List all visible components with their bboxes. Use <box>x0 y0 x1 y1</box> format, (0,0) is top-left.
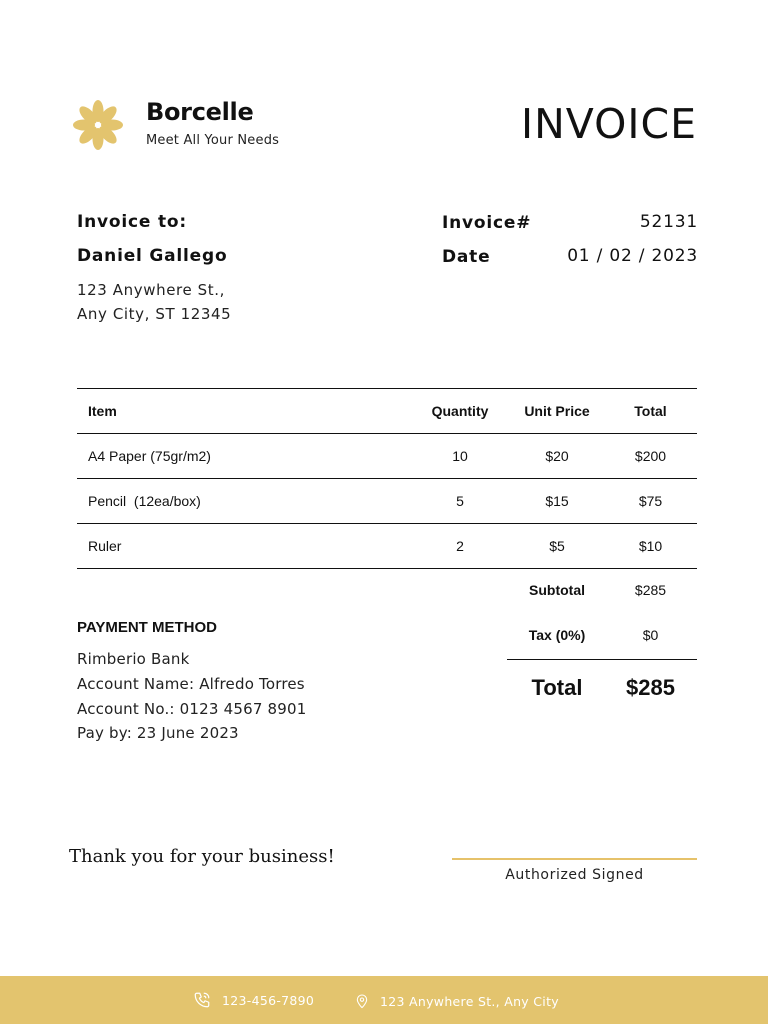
invoice-date: 01 / 02 / 2023 <box>567 246 698 266</box>
footer-bar <box>0 976 768 1024</box>
item-unit-price: $5 <box>510 524 604 569</box>
date-label: Date <box>442 247 491 267</box>
table-row <box>77 479 697 524</box>
table-header-row <box>77 389 697 434</box>
header-quantity: Quantity <box>410 389 510 434</box>
phone-icon <box>192 991 212 1009</box>
footer-phone <box>192 991 314 1009</box>
grand-total-label: Total <box>531 675 583 700</box>
payment-due-date: Pay by: 23 June 2023 <box>77 724 239 742</box>
invoice-to-label: Invoice to: <box>77 212 187 232</box>
tax-label: Tax (0%) <box>528 627 586 643</box>
header-unit-price: Unit Price <box>510 389 604 434</box>
item-name: Pencil (12ea/box) <box>77 479 410 524</box>
item-quantity: 2 <box>410 524 510 569</box>
item-name: Ruler <box>77 524 410 569</box>
subtotal-label: Subtotal <box>529 582 585 598</box>
payment-account-number: Account No.: 0123 4567 8901 <box>77 700 307 718</box>
brand-tagline: Meet All Your Needs <box>146 133 280 148</box>
invoice-number: 52131 <box>639 212 698 232</box>
signature-line <box>452 858 697 860</box>
footer-address <box>354 991 559 1011</box>
subtotal-value: $285 <box>634 582 667 598</box>
items-table <box>77 388 697 569</box>
table-row <box>77 434 697 479</box>
item-unit-price: $20 <box>510 434 604 479</box>
invoice-number-label: Invoice# <box>442 213 532 233</box>
flower-logo-icon <box>70 98 126 152</box>
item-total: $200 <box>604 434 697 479</box>
tax-value: $0 <box>642 627 659 643</box>
payment-account-name: Account Name: Alfredo Torres <box>77 675 305 693</box>
customer-address-line1: 123 Anywhere St., <box>77 281 226 299</box>
signature-label: Authorized Signed <box>505 867 644 883</box>
header-total: Total <box>604 389 697 434</box>
footer-address-text: 123 Anywhere St., Any City <box>380 993 559 1009</box>
item-quantity: 10 <box>410 434 510 479</box>
footer-phone-text: 123-456-7890 <box>222 992 315 1008</box>
customer-address-line2: Any City, ST 12345 <box>77 305 232 323</box>
grand-total-value: $285 <box>626 675 675 700</box>
item-quantity: 5 <box>410 479 510 524</box>
customer-name: Daniel Gallego <box>77 246 228 266</box>
location-pin-icon <box>354 991 370 1011</box>
summary-divider <box>507 659 697 660</box>
table-row <box>77 524 697 569</box>
payment-method-title: PAYMENT METHOD <box>77 619 218 636</box>
thank-you-note: Thank you for your business! <box>69 846 335 867</box>
brand-name: Borcelle <box>146 98 254 126</box>
item-unit-price: $15 <box>510 479 604 524</box>
item-total: $10 <box>604 524 697 569</box>
item-name: A4 Paper (75gr/m2) <box>77 434 410 479</box>
item-total: $75 <box>604 479 697 524</box>
payment-bank: Rimberio Bank <box>77 650 190 668</box>
invoice-title: INVOICE <box>521 100 697 148</box>
header-item: Item <box>77 389 410 434</box>
